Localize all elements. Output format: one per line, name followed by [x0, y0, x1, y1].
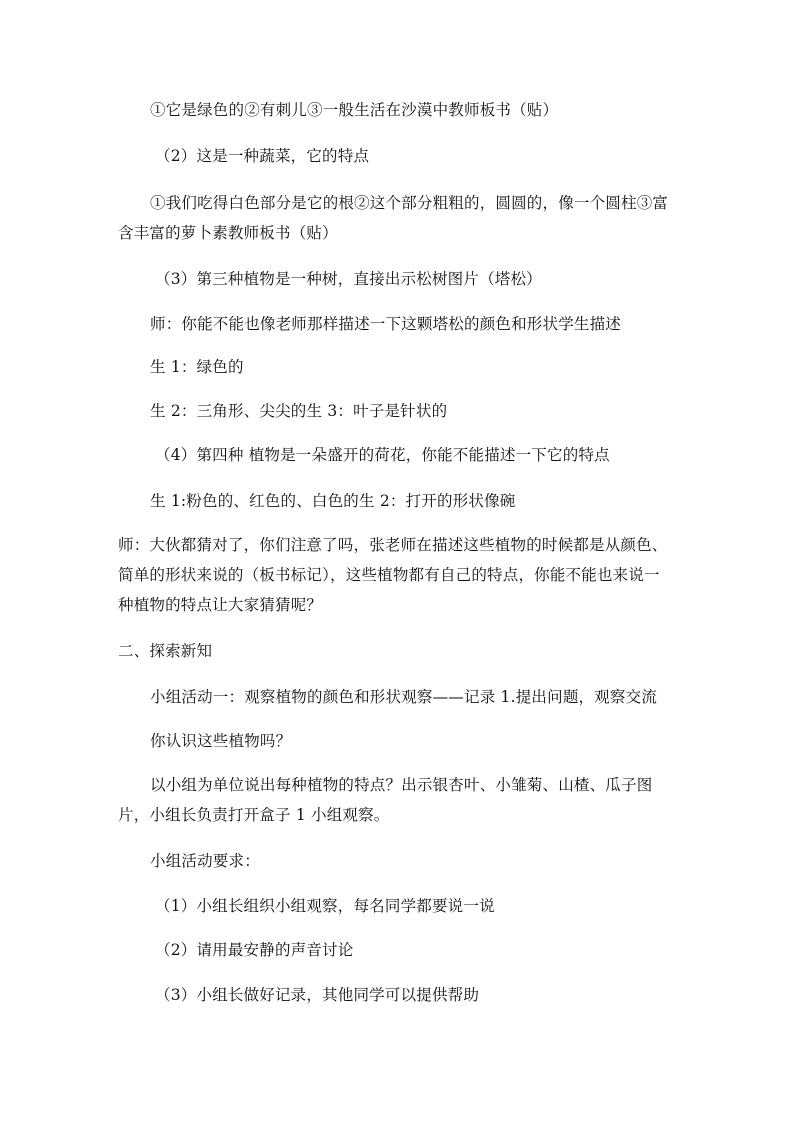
- paragraph-line: 片，小组长负责打开盒子 1 小组观察。: [118, 806, 390, 824]
- list-item: （1）小组长组织小组观察，每名同学都要说一说: [155, 897, 495, 915]
- paragraph-line: ①我们吃得白色部分是它的根②这个部分粗粗的，圆圆的，像一个圆柱③富: [150, 194, 669, 212]
- paragraph-line: 生 2：三角形、尖尖的生 3：叶子是针状的: [150, 402, 448, 420]
- paragraph-line: （3）第三种植物是一种树，直接出示松树图片（塔松）: [155, 270, 542, 288]
- paragraph-line: 小组活动要求：: [150, 852, 260, 870]
- list-item: （3）小组长做好记录，其他同学可以提供帮助: [155, 986, 480, 1004]
- paragraph-line: 生 1：绿色的: [150, 358, 244, 376]
- paragraph-line: 以小组为单位说出每种植物的特点？出示银杏叶、小雏菊、山楂、瓜子图: [150, 776, 653, 794]
- paragraph-line: 师：大伙都猜对了，你们注意了吗，张老师在描述这些植物的时候都是从颜色、: [118, 536, 668, 554]
- paragraph-line: （4）第四种 植物是一朵盛开的荷花，你能不能描述一下它的特点: [155, 446, 610, 464]
- section-heading: 二、探索新知: [118, 642, 213, 660]
- paragraph-line: ①它是绿色的②有刺儿③一般生活在沙漠中教师板书（贴）: [150, 101, 559, 119]
- paragraph-line: 含丰富的萝卜素教师板书（贴）: [118, 224, 338, 242]
- paragraph-line: 简单的形状来说的（板书标记），这些植物都有自己的特点，你能不能也来说一: [118, 566, 660, 584]
- paragraph-line: 师：你能不能也像老师那样描述一下这颗塔松的颜色和形状学生描述: [150, 315, 622, 333]
- paragraph-line: 生 1:粉色的、红色的、白色的生 2：打开的形状像碗: [150, 492, 516, 510]
- list-item: （2）请用最安静的声音讨论: [155, 941, 354, 959]
- paragraph-line: （2）这是一种蔬菜，它的特点: [155, 147, 370, 165]
- paragraph-line: 你认识这些植物吗？: [150, 732, 292, 750]
- paragraph-line: 小组活动一：观察植物的颜色和形状观察——记录 1.提出问题，观察交流: [150, 688, 658, 706]
- paragraph-line: 种植物的特点让大家猜猜呢？: [118, 596, 323, 614]
